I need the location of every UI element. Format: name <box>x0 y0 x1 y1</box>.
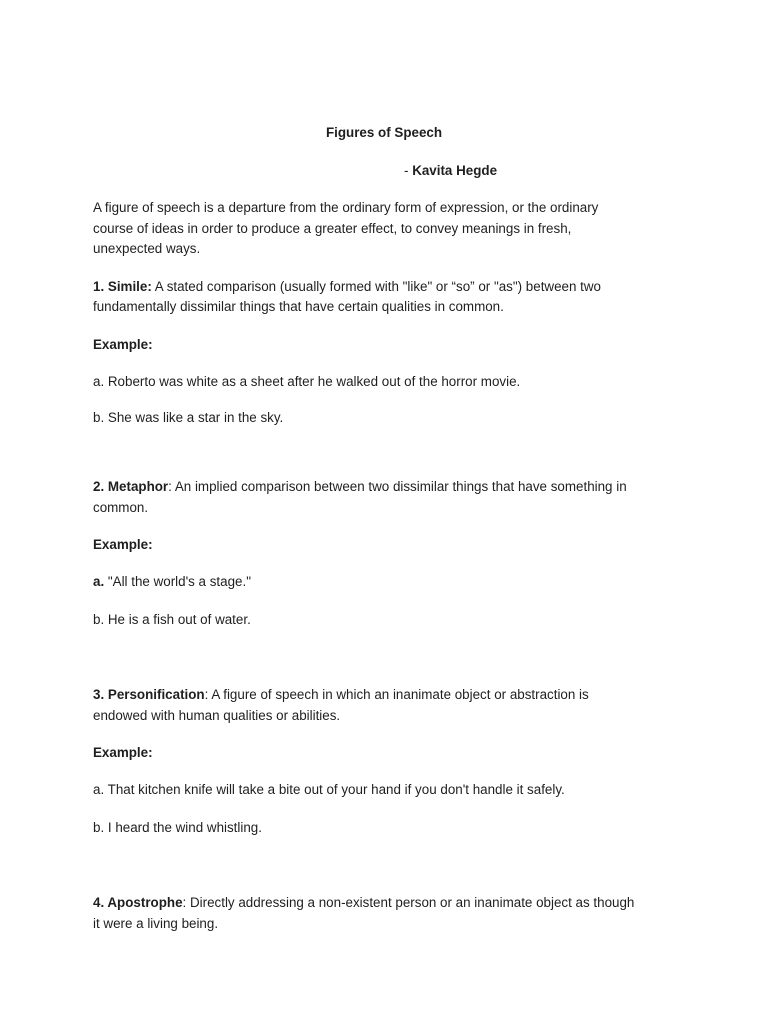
apostrophe-heading: 4. Apostrophe <box>93 895 183 910</box>
metaphor-example-a-marker: a. <box>93 574 105 589</box>
author-name: Kavita Hegde <box>412 163 498 178</box>
personification-example-b: b. I heard the wind whistling. <box>93 820 262 835</box>
personification-definition-line-1 <box>93 685 683 706</box>
simile-definition-text: A stated comparison (usually formed with "like" or “so” or "as") between two <box>151 279 601 294</box>
author-dash: - <box>404 163 413 178</box>
apostrophe-definition-text: : Directly addressing a non-existent person or an inanimate object as though <box>182 895 635 910</box>
apostrophe-definition-line-1 <box>93 893 683 914</box>
intro-line-3: unexpected ways. <box>93 241 201 256</box>
metaphor-example-label: Example: <box>93 537 153 552</box>
simile-definition-line-2: fundamentally dissimilar things that have certain qualities in common. <box>93 299 504 314</box>
simile-example-a: a. Roberto was white as a sheet after he walked out of the horror movie. <box>93 374 521 389</box>
metaphor-example-a-text: "All the world's a stage." <box>104 574 251 589</box>
metaphor-example-a <box>93 572 683 593</box>
metaphor-definition-text: : An implied comparison between two dissimilar things that have something in <box>168 479 627 494</box>
metaphor-definition-line-1 <box>93 477 683 498</box>
intro-line-1: A figure of speech is a departure from the ordinary form of expression, or the ordinary <box>93 200 599 215</box>
apostrophe-definition-line-2: it were a living being. <box>93 916 219 931</box>
simile-definition-line-1 <box>93 277 683 298</box>
simile-example-b: b. She was like a star in the sky. <box>93 410 284 425</box>
personification-example-a: a. That kitchen knife will take a bite out of your hand if you don't handle it safely. <box>93 782 565 797</box>
intro-line-2: course of ideas in order to produce a greater effect, to convey meanings in fresh, <box>93 221 572 236</box>
simile-example-label: Example: <box>93 337 153 352</box>
personification-definition-text: : A figure of speech in which an inanimate object or abstraction is <box>204 687 589 702</box>
metaphor-example-b: b. He is a fish out of water. <box>93 612 251 627</box>
metaphor-heading: 2. Metaphor <box>93 479 169 494</box>
simile-heading: 1. Simile: <box>93 279 152 294</box>
personification-example-label: Example: <box>93 745 153 760</box>
author-line <box>404 161 497 181</box>
personification-definition-line-2: endowed with human qualities or abilities. <box>93 708 341 723</box>
personification-heading: 3. Personification <box>93 687 205 702</box>
document-title: Figures of Speech <box>325 125 443 140</box>
metaphor-definition-line-2: common. <box>93 500 149 515</box>
